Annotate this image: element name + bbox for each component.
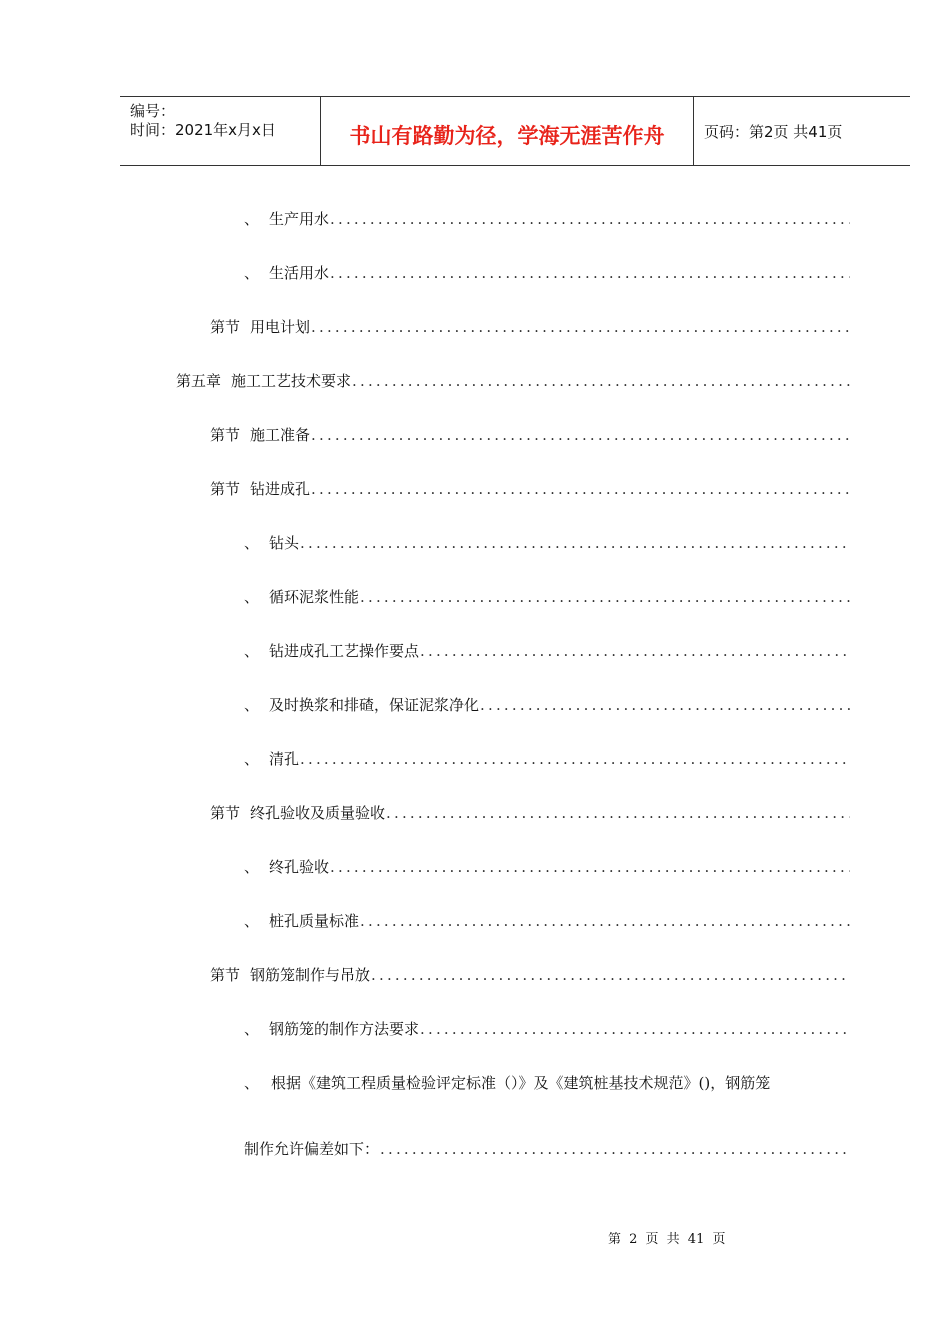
- header-motto: 书山有路勤为径，学海无涯苦作舟: [349, 124, 665, 148]
- toc-entry-prefix: 、: [244, 210, 260, 228]
- page-header: [120, 96, 910, 166]
- page-footer: 第 2 页 共 41 页: [608, 1232, 726, 1247]
- toc-leader-dots: [330, 856, 850, 878]
- toc-entry-prefix: 、: [244, 264, 260, 282]
- toc-leader-dots: [300, 532, 850, 554]
- toc-entry-prefix: 第节: [210, 966, 241, 984]
- toc-entry-prefix: 、: [244, 750, 260, 768]
- toc-entry-title: 钻头: [269, 534, 300, 552]
- toc-entry-prefix: 、: [244, 912, 260, 930]
- header-page-cell: [694, 97, 910, 165]
- toc-entry-title: 及时换浆和排碴，保证泥浆净化: [269, 696, 480, 714]
- toc-leader-dots: [360, 910, 850, 932]
- toc-entry[interactable]: [176, 370, 850, 392]
- toc-entry[interactable]: [210, 316, 850, 338]
- toc-leader-dots: [371, 964, 850, 986]
- header-page-number: 页码：第2页 共41页: [704, 123, 843, 141]
- toc-entry[interactable]: [244, 910, 850, 932]
- header-info-cell: [120, 97, 321, 165]
- toc-entry-title: 施工准备: [250, 426, 311, 444]
- toc-entry-prefix: 、: [244, 642, 260, 660]
- toc-entry-prefix: 、: [244, 1020, 260, 1038]
- toc-entry-title: 生活用水: [269, 264, 330, 282]
- toc-entry-prefix: 第五章: [176, 372, 222, 390]
- toc-leader-dots: [420, 640, 850, 662]
- toc-entry-title: 终孔验收及质量验收: [250, 804, 386, 822]
- toc-entry-prefix: 第节: [210, 804, 241, 822]
- toc-entry-title: 桩孔质量标准: [269, 912, 360, 930]
- toc-entry-title: 清孔: [269, 750, 300, 768]
- toc-leader-dots: [420, 1018, 850, 1040]
- toc-entry[interactable]: [244, 586, 850, 608]
- toc-entry-title: 生产用水: [269, 210, 330, 228]
- toc-entry-title: 钢筋笼的制作方法要求: [269, 1020, 420, 1038]
- toc-entry[interactable]: [244, 694, 850, 716]
- toc-entry-prefix: 、: [244, 588, 260, 606]
- document-number-label: 编号：: [130, 102, 176, 120]
- toc-leader-dots: [330, 208, 850, 230]
- toc-entry-title: 钢筋笼制作与吊放: [250, 966, 371, 984]
- toc-entry[interactable]: [210, 424, 850, 446]
- toc-entry[interactable]: [244, 856, 850, 878]
- toc-entry[interactable]: [244, 748, 850, 770]
- toc-entry[interactable]: [244, 640, 850, 662]
- toc-entry-title: 循环泥浆性能: [269, 588, 360, 606]
- toc-entry-prefix: 、: [244, 534, 260, 552]
- toc-leader-dots: [480, 694, 850, 716]
- toc-leader-dots: [300, 748, 850, 770]
- toc-entry[interactable]: [244, 532, 850, 554]
- toc-leader-dots: [311, 316, 850, 338]
- toc-entry-title-continued: 制作允许偏差如下：: [244, 1140, 380, 1158]
- toc-entry-prefix: 、: [244, 1074, 260, 1092]
- toc-long-entry-second-line[interactable]: [244, 1138, 850, 1160]
- toc-entry-title: 根据《建筑工程质量检验评定标准（）》及《建筑桩基技术规范》()，钢筋笼: [271, 1074, 771, 1092]
- toc-entry[interactable]: [210, 964, 850, 986]
- document-time-label: 时间：2021年x月x日: [130, 121, 276, 139]
- toc-entry[interactable]: [244, 262, 850, 284]
- toc-entry-prefix: 第节: [210, 426, 241, 444]
- toc-long-entry-first-line[interactable]: [244, 1072, 770, 1094]
- toc-entry[interactable]: [210, 478, 850, 500]
- toc-entry-prefix: 、: [244, 858, 260, 876]
- toc-entry-prefix: 第节: [210, 480, 241, 498]
- toc-entry-title: 终孔验收: [269, 858, 330, 876]
- toc-entry-title: 用电计划: [250, 318, 311, 336]
- toc-leader-dots: [380, 1138, 850, 1160]
- toc-entry-prefix: 第节: [210, 318, 241, 336]
- header-motto-cell: [321, 97, 694, 165]
- toc-entry-title: 钻进成孔工艺操作要点: [269, 642, 420, 660]
- toc-entry-title: 钻进成孔: [250, 480, 311, 498]
- toc-entry-title: 施工工艺技术要求: [231, 372, 352, 390]
- toc-entry[interactable]: [244, 1018, 850, 1040]
- toc-leader-dots: [311, 478, 850, 500]
- toc-leader-dots: [386, 802, 850, 824]
- toc-leader-dots: [352, 370, 850, 392]
- toc-leader-dots: [311, 424, 850, 446]
- toc-entry[interactable]: [210, 802, 850, 824]
- toc-entry[interactable]: [244, 208, 850, 230]
- toc-leader-dots: [360, 586, 850, 608]
- toc-leader-dots: [330, 262, 850, 284]
- toc-entry-prefix: 、: [244, 696, 260, 714]
